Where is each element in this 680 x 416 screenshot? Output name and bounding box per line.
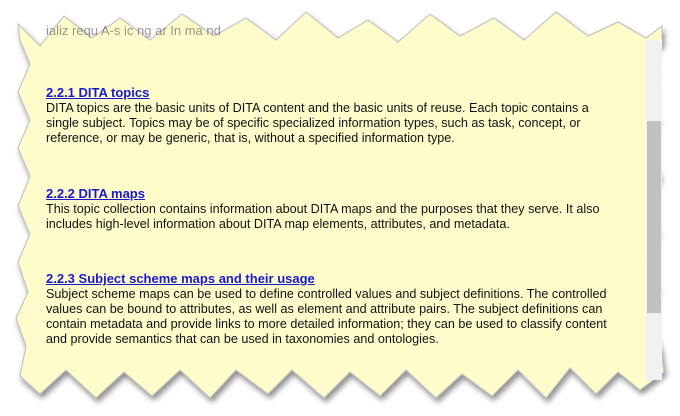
scrollbar-thumb[interactable] — [647, 121, 661, 313]
link-subject-scheme-maps[interactable]: 2.2.3 Subject scheme maps and their usage — [46, 271, 315, 286]
section-subject-scheme-maps — [46, 271, 618, 347]
link-dita-maps[interactable]: 2.2.2 DITA maps — [46, 186, 145, 201]
link-dita-topics[interactable]: 2.2.1 DITA topics — [46, 85, 150, 100]
section-dita-maps — [46, 186, 618, 232]
section-dita-topics — [46, 85, 618, 146]
help-content — [46, 10, 644, 400]
partial-text-line: ializ requ A-s ic ng ar In ma nd — [46, 23, 221, 38]
section-description: DITA topics are the basic units of DITA content and the basic units of reuse. Each topic contains a single subject. Topics may be of specific specialized information types, such as task, concept, or reference, or may be generic, that is, without a specified information type. — [46, 101, 589, 145]
section-description: Subject scheme maps can be used to define controlled values and subject definitions. The controlled values can be bound to attributes, as well as element and attribute pairs. The subject definitions can contain metadata and provide links to more detailed information; they can be used to classify content and provide semantics that can be used in taxonomies and ontologies. — [46, 287, 607, 346]
section-description: This topic collection contains information about DITA maps and the purposes that they serve. It also includes high-level information about DITA map elements, attributes, and metadata. — [46, 202, 600, 231]
